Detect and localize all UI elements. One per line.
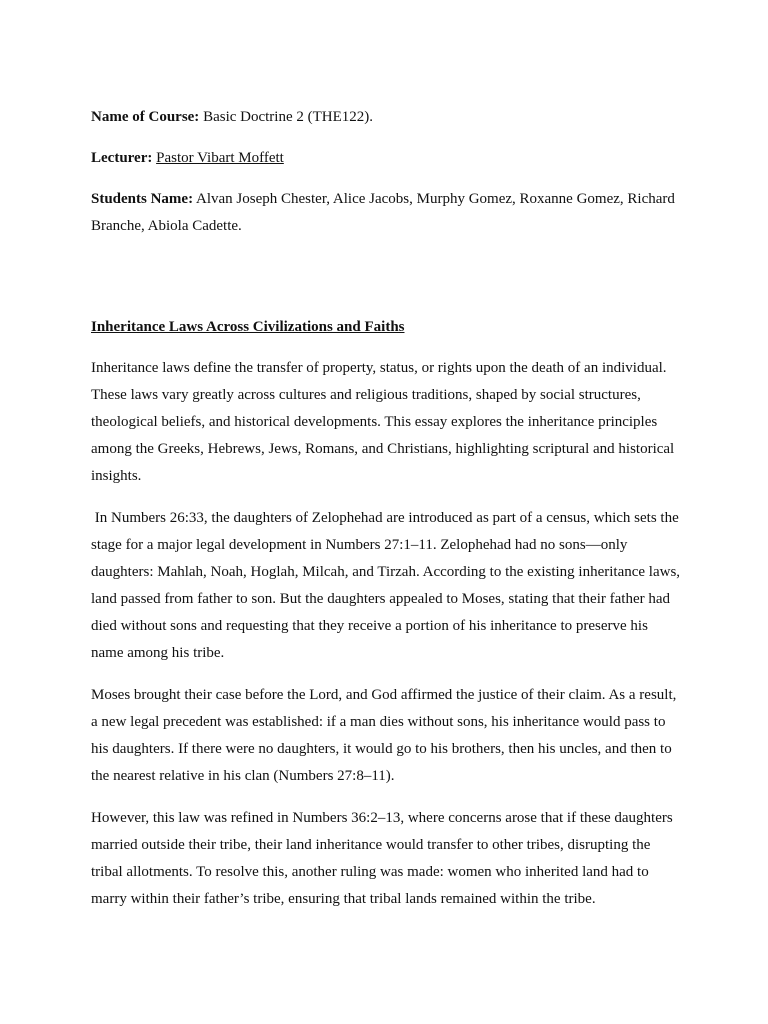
paragraph-moses-ruling: Moses brought their case before the Lord, and God affirmed the justice of their claim. As a result, a new legal precedent was established: if a man dies without sons, his inheritance would pass to his daughters. If there were no daughters, it would go to his brothers, then his uncles, and then to the nearest relative in his clan (Numbers 27:8–11). — [91, 687, 677, 784]
course-label: Name of Course: — [91, 109, 200, 125]
essay-title: Inheritance Laws Across Civilizations and Faiths — [91, 319, 405, 335]
lecturer-label: Lecturer: — [91, 150, 153, 166]
lecturer-value: Pastor Vibart Moffett — [156, 150, 284, 166]
students-value: Alvan Joseph Chester, Alice Jacobs, Murphy Gomez, Roxanne Gomez, Richard Branche, Abiola Cadette. — [91, 191, 675, 234]
document-body — [91, 104, 683, 928]
paragraph-numbers-26: In Numbers 26:33, the daughters of Zelophehad are introduced as part of a census, which sets the stage for a major legal development in Numbers 27:1–11. Zelophehad had no sons—only daughters: Mahlah, Noah, Hoglah, Milcah, and Tirzah. According to the existing inheritance laws, land passed from father to son. But the daughters appealed to Moses, stating that their father had died without sons and requesting that they receive a portion of his inheritance to preserve his name among his tribe. — [91, 510, 684, 661]
students-line — [91, 186, 683, 240]
paragraph-intro: Inheritance laws define the transfer of property, status, or rights upon the death of an individual. These laws vary greatly across cultures and religious traditions, shaped by social structures, theological beliefs, and historical developments. This essay explores the inheritance principles among the Greeks, Hebrews, Jews, Romans, and Christians, highlighting scriptural and historical insights. — [91, 360, 675, 484]
course-value: Basic Doctrine 2 (THE122). — [199, 109, 374, 125]
lecturer-line — [91, 145, 683, 172]
course-line — [91, 104, 683, 131]
paragraph-numbers-36: However, this law was refined in Numbers 36:2–13, where concerns arose that if these daughters married outside their tribe, their land inheritance would transfer to other tribes, disrupting the tribal allotments. To resolve this, another ruling was made: women who inherited land had to marry within their father’s tribe, ensuring that tribal lands remained within the tribe. — [91, 810, 673, 907]
students-label: Students Name: — [91, 191, 194, 207]
